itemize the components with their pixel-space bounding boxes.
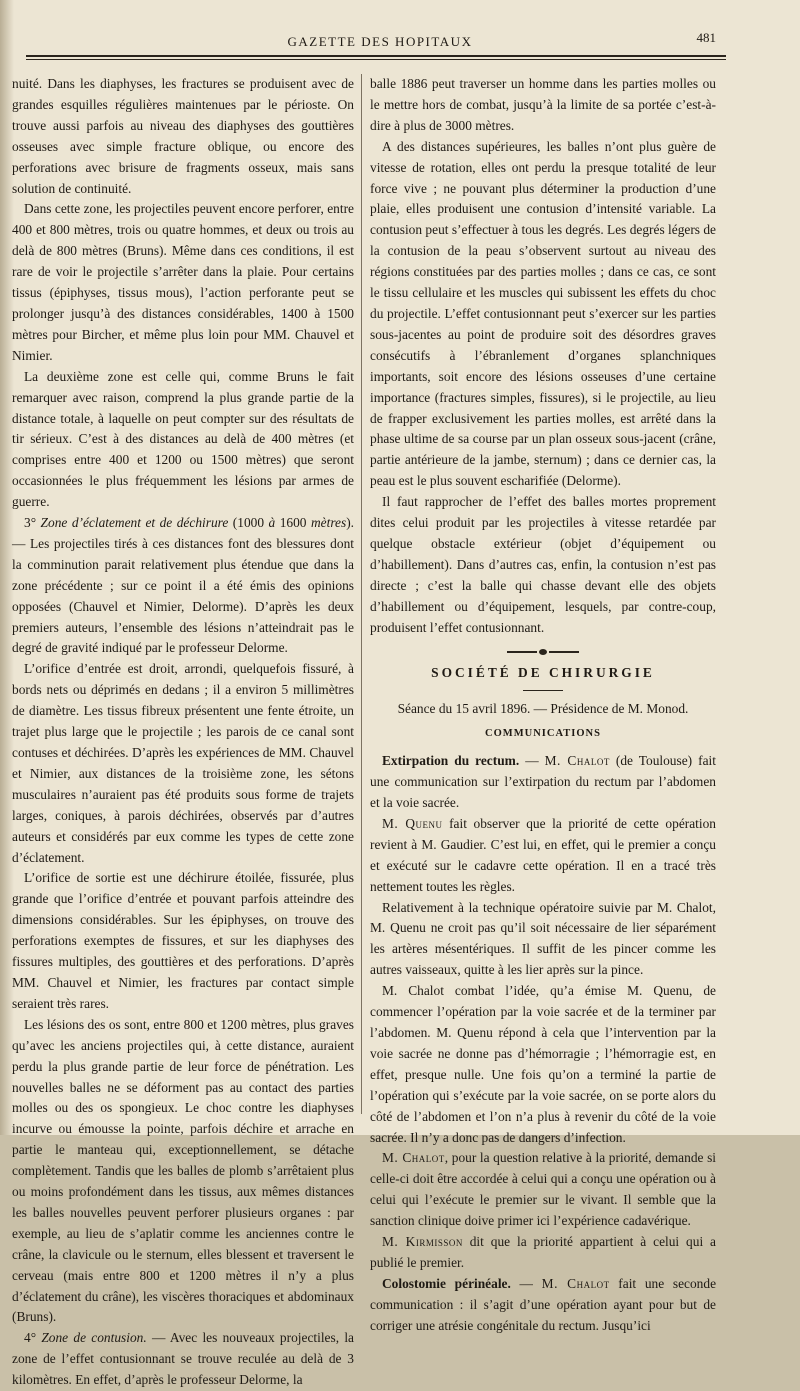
page-header [0,28,800,58]
communication-text: , pour la question relative à la priorité, demande si celle-ci doit être accordée à celui qui a conçu une opération ou à celui qui l’exécute le premier sur le vivant. Il semble que la sanction clinique doive primer ici l’expérience cadavérique. [370,1150,716,1229]
column-divider [361,74,362,1114]
section-number: 3° [24,515,41,531]
session-line: Séance du 15 avril 1896. — Présidence de M. Monod. [397,701,689,717]
communication-item [370,898,716,982]
section-title: Zone d’éclatement et de déchirure [40,515,229,531]
paragraph: La deuxième zone est celle qui, comme Bruns le fait remarquer avec raison, comprend la plus grande partie de la distance totale, à laquelle on peut compter sur des résultats de tir sérieux. C’est à des distances au delà de 400 mètres (et comprises entre 400 et 1200 ou 1500 mètres) que seront occasionnées le plus fréquemment les lésions par armes de guerre. [12,368,354,510]
section-range-unit: mètres [310,515,347,531]
communication-author: M. Kirmisson [382,1234,463,1250]
communication-title: Colostomie périnéale. [382,1275,511,1291]
header-rule [26,55,726,57]
communication-text: M. Chalot combat l’idée, qu’a émise M. Quenu, de commencer l’opération par la voie sacrée et de la terminer par l’abdomen. M. Quenu répond à cela que l’intervention par la voie sacrée ne donne pas d’hémorragie ; l’hémorragie est, en effet, presque nulle. Une fois qu’on a terminé la partie de l’opération qui s’exécute par la voie sacrée, on se porte alors du côté de l’abdomen et l’on n’a plus à revenir du côté de la voie sacrée. Il n’y a donc pas de dangers d’infection. [370,983,716,1145]
communication-text: (de Toulouse) fait une communication sur l’extirpation du rectum par l’abdomen et la voie sacrée. [370,753,716,810]
communications-heading: COMMUNICATIONS [485,728,601,740]
paragraph: A des distances supérieures, les balles n’ont plus guère de vitesse de rotation, elles ont perdu la presque totalité de leur force vive ; ne pouvant plus déterminer la production d’une plaie, elles produisent une contusion d’intensité variable. La contusion peut s’effectuer à tous les degrés. Les degrés légers de la contusion de la peau s’observent surtout au niveau des régions constituées par des parties molles ; dans ce cas, ce sont le tissu cellulaire et les muscles qui subissent les effets du choc du projectile. L’effet contusionnant peut s’exercer sur les parties sous-jacentes au point de produire soit des désordres graves consécutifs à l’ébranlement d’organes splanchniques importants, soit encore des lésions osseuses d’une certaine importance (fractures simples, fissures), si le projectile, au lieu de frapper exclusivement les parties molles, est arrêté dans la phase ultime de sa course par un plan osseux sous-jacent (crâne, partie antérieure de la jambe, sternum) ; dans ce dernier cas, la peau est le plus souvent escharifiée (Delorme). [370,138,716,489]
communication-item [370,981,716,1148]
left-column [12,74,354,1391]
section-ornament [498,650,588,653]
communication-author: M. Quenu [382,815,443,831]
section-title: Zone de contusion. [41,1330,147,1346]
communication-author: M. Chalot [541,1275,610,1291]
paragraph: Il faut rapprocher de l’effet des balles mortes proprement dites celui produit par les projectiles à vitesse retardée par quelque obstacle extérieur (objet d’équipement ou d’habillement). Dans d’autres cas, enfin, la contusion n’est pas directe ; c’est la balle qui chasse devant elle des objets d’habillement ou d’équipement, lesquels, par contre-coup, produisent l’effet contusionnant. [370,494,716,635]
paragraph-text: ). — Les projectiles tirés à ces distances font des blessures dont la comminution parait relativement plus étendue que dans la zone précédente ; sur ce point il a été émis des opinions opposées (Chauvel et Nimier, Delorme). D’après les deux premiers auteurs, l’ensemble des lésions n’atteindrait pas le degré de gravité indiqué par le professeur Delorme. [12,515,354,656]
paragraph: Les lésions des os sont, entre 800 et 1200 mètres, plus graves qu’avec les anciens projectiles qui, à cette distance, auraient perdu la plus grande partie de leur force de pénétration. Les nouvelles balles ne se déforment pas au contact des parties molles ou des os spongieux. Le choc contre les diaphyses incurve ou émousse la pointe, parfois déchire et arrache en partie le manteau qui, exceptionnellement, se détache complètement. Tandis que les balles de plomb s’arrêtaient plus ou moins profondément dans les tissus, aux mêmes distances les balles nouvelles peuvent perforer plusieurs organes : par exemple, au lieu de s’aplatir comme les anciennes contre le crâne, la clavicule ou le sternum, elles blessent et traversent le cerveau (mais entre 800 et 1200 mètres il n’y a plus d’éclatement du crâne), les viscères thoraciques et abdominaux (Bruns). [12,1016,354,1325]
paragraph: L’orifice d’entrée est droit, arrondi, quelquefois fissuré, à bords nets ou déprimés en dedans ; il a environ 5 millimètres de diamètre. Les tissus fibreux présentent une fente étroite, un trajet plus large que le projectile ; les parois de ce canal sont contuses et déchirées. D’après les expériences de MM. Chauvel et Nimier, aux distances de la troisième zone, les sétons musculaires n’auraient pas été produits sous forme de trajets larges, coniques, à parois déchirées, observés par d’autres auteurs et considérés par eux comme les types de cette zone d’éclatement. [12,661,354,865]
communication-item [370,1232,716,1274]
paragraph: balle 1886 peut traverser un homme dans les parties molles ou le mettre hors de combat, jusqu’à la limite de sa portée c’est-à-dire à plus de 3000 mètres. [370,76,716,133]
communication-item [370,814,716,898]
paragraph-text: — Avec les nouveaux projectiles, la zone de l’effet contusionnant se trouve reculée au delà de 3 kilomètres. En effet, d’après le professeur Delorme, la [12,1330,354,1388]
paragraph: L’orifice de sortie est une déchirure étoilée, fissurée, plus grande que l’orifice d’entrée et pouvant parfois atteindre des dimensions considérables. Sur les épiphyses, on trouve des perforations exemptes de fissures, et sur les diaphyses des fissures multiples, des gouttières et des perforations. D’après MM. Chauvel et Nimier, les fractures par contact simple seraient très rares. [12,870,354,1011]
section-range: 1600 [275,515,311,531]
communication-item [370,1148,716,1232]
communication-item: Colostomie périnéale. — M. Chalot fait une seconde communication : il s’agit d’une opération ayant pour but de corriger une atrésie congénitale du rectum. Jusqu’ici [370,1275,717,1333]
communication-title: Extirpation du rectum. [382,753,520,769]
communication-item: Extirpation du rectum. — M. Chalot (de Toulouse) fait une communication sur l’extirpation du rectum par l’abdomen et la voie sacrée. [370,753,716,810]
running-title: GAZETTE DES HOPITAUX [287,34,473,49]
section-range-word: à [268,515,276,531]
title-rule [523,690,563,691]
header-rule-thin [26,59,726,60]
communication-author: M. Chalot [544,753,610,769]
communication-text: Relativement à la technique opératoire suivie par M. Chalot, M. Quenu ne croit pas qu’il soit nécessaire de lier séparément les artères mésentériques. Il suffit de les pincer comme les autres vaisseaux, quitte à les lier après sur la pince. [370,899,716,978]
communication-text: dit que la priorité appartient à celui qui a publié le premier. [370,1234,716,1270]
paragraph: nuité. Dans les diaphyses, les fractures se produisent avec de grandes esquilles régulières maintenues par le périoste. On trouve aussi parfois au niveau des diaphyses des gouttières osseuses avec simple fracture oblique, ou encore des perforations avec brisure de fragments osseux, mais sans solution de continuité. [12,76,354,196]
society-title: SOCIÉTÉ DE CHIRURGIE [431,665,655,681]
page-number: 481 [696,30,716,45]
paragraph: Dans cette zone, les projectiles peuvent encore perforer, entre 400 et 800 mètres, trois ou quatre hommes, et deux ou trois au delà de 800 mètres (Bruns). Même dans ces conditions, il est rare de voir le projectile s’arrêter dans la plaie. Pour certains tissus (épiphyses, tissus mous), l’action perforante peut se prolonger jusqu’à des distances considérables, 1400 à 1500 mètres pour Bircher, et même plus loin pour MM. Chauvel et Nimier. [12,201,354,363]
right-column [370,74,716,1337]
section-number: 4° [24,1330,42,1346]
communication-text: fait une seconde communication : il s’agit d’une opération ayant pour but de corriger une atrésie congénitale du rectum. Jusqu’ici [370,1275,717,1333]
section-range: (1000 [228,515,269,531]
section-paragraph-zone-4 [12,1328,354,1391]
communication-text: fait observer que la priorité de cette opération revient à M. Gaudier. C’est lui, en effet, qui le premier a conçu et exécuté sur le cadavre cette opération. Il en a tracé très nettement toutes les règles. [370,815,716,894]
communication-author: M. Chalot [382,1150,445,1166]
section-paragraph-zone-3 [12,513,354,659]
